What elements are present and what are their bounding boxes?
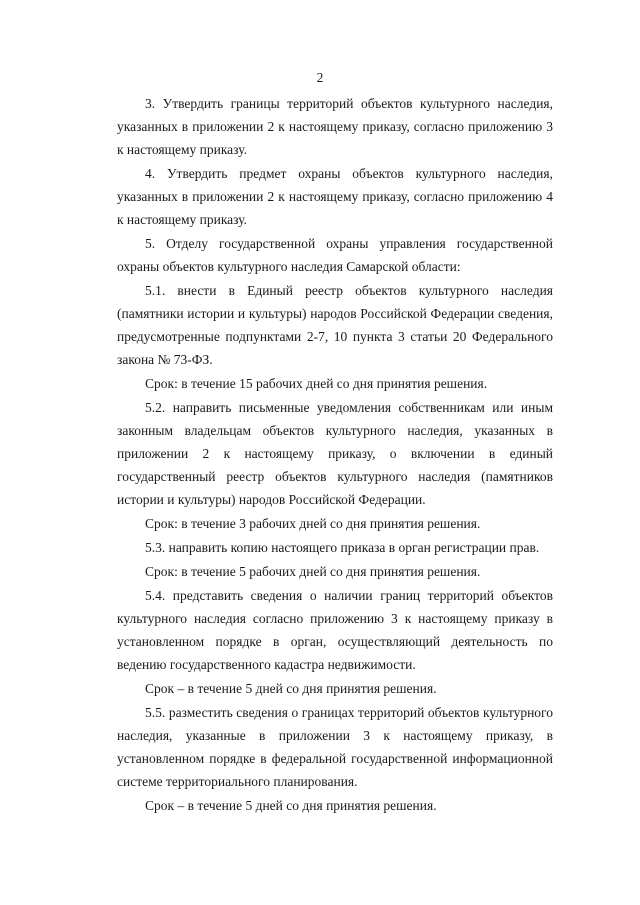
page-number: 2 [316, 70, 324, 85]
paragraph-5-4: 5.4. представить сведения о наличии границ территорий объектов культурного наследия согласно приложению 3 к настоящему приказу в установленном порядке в орган, осуществляющий деятельность по ведению государственного кадастра недвижимости. [117, 588, 553, 672]
paragraph-5: 5. Отделу государственной охраны управления государственной охраны объектов культурного наследия Самарской области: [117, 236, 553, 274]
document-body [117, 92, 553, 817]
paragraph-5-3: 5.3. направить копию настоящего приказа в орган регистрации прав. [145, 540, 540, 555]
paragraph-5-5: 5.5. разместить сведения о границах территорий объектов культурного наследия, указанные в приложении 3 к настоящему приказу, в установленном порядке в федеральной государственной информационной системе территориального планирования. [117, 705, 553, 789]
paragraph-3: 3. Утвердить границы территорий объектов культурного наследия, указанных в приложении 2 к настоящему приказу, согласно приложению 3 к настоящему приказу. [117, 96, 553, 157]
deadline-5-1: Срок: в течение 15 рабочих дней со дня принятия решения. [145, 376, 488, 391]
paragraph-4: 4. Утвердить предмет охраны объектов культурного наследия, указанных в приложении 2 к настоящему приказу, согласно приложению 4 к настоящему приказу. [117, 166, 553, 227]
deadline-5-5: Срок – в течение 5 дней со дня принятия решения. [145, 798, 437, 813]
paragraph-5-1: 5.1. внести в Единый реестр объектов культурного наследия (памятники истории и культуры) народов Российской Федерации сведения, предусмотренные подпунктами 2-7, 10 пункта 3 статьи 20 Федерального закона № 73-ФЗ. [117, 283, 553, 367]
deadline-5-2: Срок: в течение 3 рабочих дней со дня принятия решения. [145, 516, 481, 531]
deadline-5-4: Срок – в течение 5 дней со дня принятия решения. [145, 681, 437, 696]
paragraph-5-2: 5.2. направить письменные уведомления собственникам или иным законным владельцам объектов культурного наследия, указанных в приложении 2 к настоящему приказу, о включении в единый государственный реестр объектов культурного наследия (памятников истории и культуры) народов Российской Федерации. [117, 400, 553, 507]
deadline-5-3: Срок: в течение 5 рабочих дней со дня принятия решения. [145, 564, 481, 579]
